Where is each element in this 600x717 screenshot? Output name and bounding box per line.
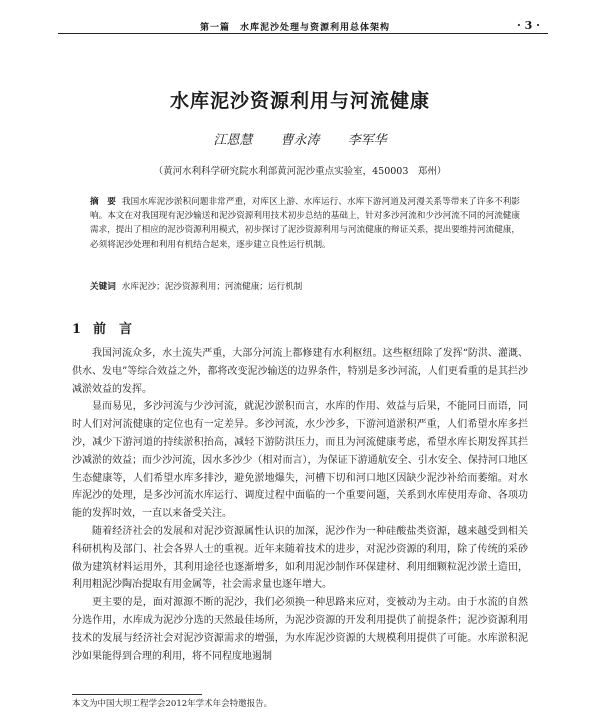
author-list bbox=[0, 129, 600, 148]
author-name: 李军华 bbox=[347, 133, 387, 148]
page-number: · 3 · bbox=[517, 19, 540, 32]
section-heading bbox=[72, 318, 132, 337]
paragraph: 更主要的是，面对源源不断的泥沙，我们必须换一种思路来应对，变被动为主动。由于水流的自然分选作用，水库成为泥沙分选的天然最佳场所，为泥沙资源的开发利用提供了前提条件；泥沙资源利用技术的发展与经济社会对泥沙资源需求的增强，为水库泥沙资源的大规模利用提供了可能。水库淤积泥沙如果能得到合理的利用，将不同程度地遏制 bbox=[72, 597, 528, 662]
paper-title: 水库泥沙资源利用与河流健康 bbox=[169, 90, 430, 112]
author-name: 曹永涛 bbox=[280, 133, 320, 148]
paragraph: 显而易见，多沙河流与少沙河流，就泥沙淤积而言，水库的作用、效益与后果，不能同日而语，同时人们对河流健康的定位也有一定差异。多沙河流，水少沙多，下游河道淤积严重，人们希望水库多拦沙，减少下游河道的持续淤积抬高，减轻下游防洪压力，而且为河流健康考虑，希望水库长期发挥其拦沙减淤的效益；而少沙河流，因水多沙少（相对而言），为保证下游通航安全、引水安全、保持河口地区生态健康等，人们希望水库多排沙，避免淤地爆失，河槽下切和河口地区因缺少泥沙补给而萎缩。对水库泥沙的处理，是多沙河流水库运行、调度过程中面临的一个重要问题，关系到水库使用寿命、各项功能的发挥时效，一直以来备受关注。 bbox=[72, 401, 528, 520]
header-rule bbox=[58, 33, 548, 34]
abstract-text: 我国水库泥沙淤积问题非常严重，对库区上游、水库运行、水库下游河道及河漫关系等带来了许多不利影响。本文在对我国现有泥沙输送和泥沙资源利用技术初步总结的基础上，针对多沙河流和少沙河流不同的河流健康需求，提出了相应的泥沙资源利用模式，初步探讨了泥沙资源利用与河流健康的辩证关系，提出要维持河流健康，必须将泥沙处理和利用有机结合起来，逐步建立良性运行机制。 bbox=[90, 197, 520, 250]
keywords bbox=[90, 280, 520, 294]
footnote-rule bbox=[72, 694, 202, 695]
section-number: 1 bbox=[72, 322, 82, 337]
running-head: 第一篇 水库泥沙处理与资源利用总体架构 bbox=[200, 23, 391, 33]
abstract bbox=[90, 195, 520, 252]
keywords-text: 水库泥沙；泥沙资源利用；河流健康；运行机制 bbox=[121, 282, 303, 292]
body-text bbox=[72, 345, 528, 665]
paragraph: 随着经济社会的发展和对泥沙资源属性认识的加深，泥沙作为一种硅酸盐类资源，越来越受到相关科研机构及部门、社会各界人士的重视。近年来随着技术的进步，对泥沙资源的利用，除了传统的采砂做为建筑材料运用外，其利用途径也逐渐增多，如利用泥沙制作环保建材、利用细颗粒泥沙淤土造田，利用粗泥沙陶冶提取有用金属等，社会需求量也逐年增大。 bbox=[72, 525, 528, 591]
author-name: 江恩慧 bbox=[213, 133, 253, 148]
abstract-label: 摘 要 bbox=[90, 197, 116, 207]
affiliation: （黄河水利科学研究院水利部黄河泥沙重点实验室，450003 郑州） bbox=[153, 166, 447, 177]
footnote: 本文为中国大坝工程学会2012年学术年会特邀报告。 bbox=[72, 699, 273, 709]
keywords-label: 关键词 bbox=[90, 282, 116, 292]
section-title: 前 言 bbox=[93, 322, 133, 337]
paragraph: 我国河流众多，水土流失严重，大部分河流上都修建有水利枢纽。这些枢纽除了发挥“防洪、灌溉、供水、发电”等综合效益之外，都将改变泥沙输送的边界条件，特别是多沙河流，人们更看重的是其拦沙减淤效益的发挥。 bbox=[72, 348, 528, 395]
